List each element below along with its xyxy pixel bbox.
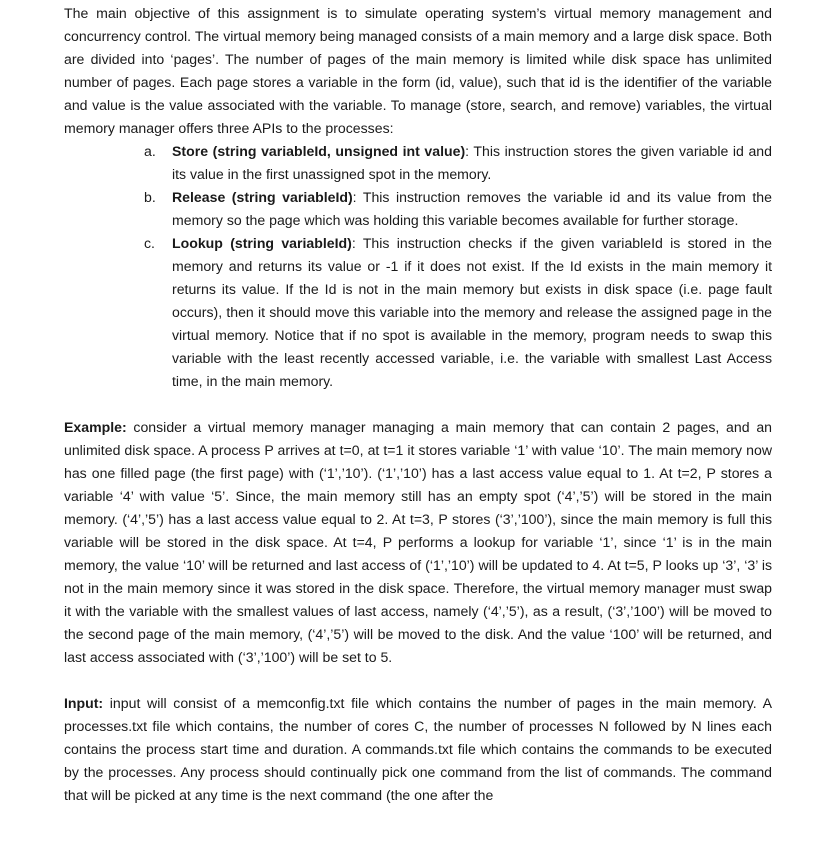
input-paragraph bbox=[64, 692, 772, 807]
api-item-release bbox=[144, 186, 772, 232]
api-signature: Release (string variableId) bbox=[172, 189, 353, 205]
api-description: : This instruction checks if the given variableId is stored in the memory and returns its value or -1 if it does not exist. If the Id exists in the main memory it returns its value. If the Id is not in the main memory but exists in disk space (i.e. page fault occurs), then it should move this variable into the memory and release the assigned page in the virtual memory. Notice that if no spot is available in the memory, program needs to swap this variable with the least recently accessed variable, i.e. the variable with smallest Last Access time, in the main memory. bbox=[172, 235, 772, 389]
api-description: : This instruction stores the given variable id and its value in the first unassigned spot in the memory. bbox=[172, 143, 772, 182]
example-paragraph bbox=[64, 416, 772, 669]
example-text: consider a virtual memory manager managing a main memory that can contain 2 pages, and an unlimited disk space. A process P arrives at t=0, at t=1 it stores variable ‘1’ with value ‘10’. The main memory now has one filled page (the first page) with (‘1’,’10’). (‘1’,’10’) has a last access value equal to 1. At t=2, P stores a variable ‘4’ with value ‘5’. Since, the main memory still has an empty spot (‘4’,’5’) will be stored in the main memory. (‘4’,’5’) has a last access value equal to 2. At t=3, P stores (‘3’,’100’), since the main memory is full this variable will be stored in the disk space. At t=4, P performs a lookup for variable ‘1’, since ‘1’ is in the main memory, the value ‘10’ will be returned and last access of (‘1’,’10’) will be updated to 4. At t=5, P looks up ‘3’, ‘3’ is not in the main memory since it was stored in the disk space. Therefore, the virtual memory manager must swap it with the variable with the smallest values of last access, namely (‘4’,’5’), as a result, (‘3’,’100’) will be moved to the second page of the main memory, (‘4’,’5’) will be moved to the disk. And the value ‘100’ will be returned, and last access associated with (‘3’,’100’) will be set to 5. bbox=[64, 419, 772, 665]
list-marker: c. bbox=[144, 235, 155, 251]
document-page bbox=[64, 2, 772, 807]
api-signature: Store (string variableId, unsigned int value) bbox=[172, 143, 466, 159]
api-list bbox=[64, 140, 772, 393]
api-description: : This instruction removes the variable id and its value from the memory so the page which was holding this variable becomes available for further storage. bbox=[172, 189, 772, 228]
api-signature: Lookup (string variableId) bbox=[172, 235, 352, 251]
example-label: Example: bbox=[64, 419, 127, 435]
api-item-lookup bbox=[144, 232, 772, 393]
input-text: input will consist of a memconfig.txt file which contains the number of pages in the main memory. A processes.txt file which contains, the number of cores C, the number of processes N followed by N lines each contains the process start time and duration. A commands.txt file which contains the commands to be executed by the processes. Any process should continually pick one command from the list of commands. The command that will be picked at any time is the next command (the one after the bbox=[64, 695, 772, 803]
input-label: Input: bbox=[64, 695, 104, 711]
list-marker: a. bbox=[144, 143, 156, 159]
intro-paragraph: The main objective of this assignment is to simulate operating system’s virtual memory management and concurrency control. The virtual memory being managed consists of a main memory and a large disk space. Both are divided into ‘pages’. The number of pages of the main memory is limited while disk space has unlimited number of pages. Each page stores a variable in the form (id, value), such that id is the identifier of the variable and value is the value associated with the variable. To manage (store, search, and remove) variables, the virtual memory manager offers three APIs to the processes: bbox=[64, 5, 772, 136]
list-marker: b. bbox=[144, 189, 156, 205]
api-item-store bbox=[144, 140, 772, 186]
